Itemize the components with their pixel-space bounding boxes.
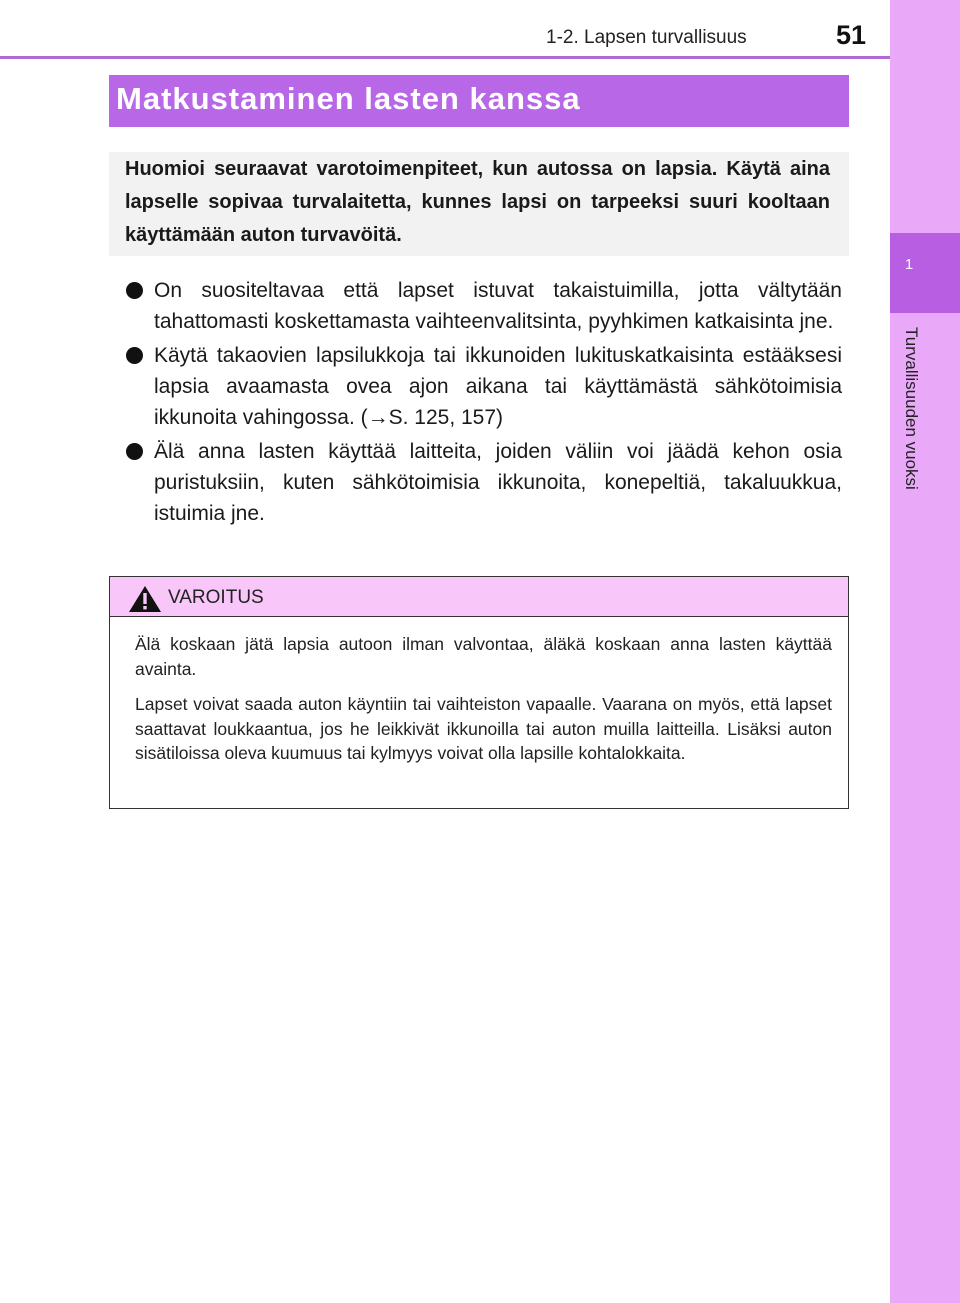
warning-triangle-icon bbox=[128, 585, 162, 613]
page-number: 51 bbox=[836, 20, 867, 50]
warning-paragraph: Älä koskaan jätä lapsia autoon ilman valvontaa, äläkä koskaan anna lasten käyttää avainta. bbox=[135, 634, 832, 679]
bullet-dot-icon bbox=[126, 347, 143, 364]
list-item-text: Älä anna lasten käyttää laitteita, joiden väliin voi jäädä kehon osia puristuksiin, kuten sähkötoimisia ikkunoita, konepeltiä, takaluukkua, istuimia jne. bbox=[154, 440, 842, 525]
warning-header bbox=[110, 577, 848, 617]
chapter-sidebar bbox=[890, 0, 960, 1303]
warning-paragraph: Lapset voivat saada auton käyntiin tai vaihteiston vapaalle. Vaarana on myös, että lapset saattavat loukkaantua, jos he leikkivät ikkunoilla tai auton muilla laitteilla. Lisäksi auton sisätiloissa oleva kuumuus tai kylmyys voivat olla lapsille kohtalokkaita. bbox=[135, 694, 832, 763]
list-item-text: Käytä takaovien lapsilukkoja tai ikkunoiden lukituskatkaisinta estääksesi lapsia avaamasta ovea ajon aikana tai käyttämästä sähkötoimisia ikkunoita vahingossa. (→S. 125, 157) bbox=[154, 344, 842, 429]
chapter-label: Turvallisuuden vuoksi bbox=[902, 327, 921, 490]
bullet-dot-icon bbox=[126, 443, 143, 460]
warning-box bbox=[109, 576, 849, 809]
header-divider bbox=[0, 56, 890, 59]
list-item bbox=[126, 340, 842, 433]
list-item bbox=[126, 436, 842, 529]
bullet-dot-icon bbox=[126, 282, 143, 299]
warning-body bbox=[135, 632, 832, 777]
section-title: Matkustaminen lasten kanssa bbox=[116, 81, 581, 116]
list-item bbox=[126, 275, 842, 337]
warning-label: VAROITUS bbox=[168, 587, 264, 608]
precaution-list bbox=[126, 275, 842, 532]
intro-text: Huomioi seuraavat varotoimenpiteet, kun autossa on lapsia. Käytä aina lapselle sopivaa turvalaitetta, kunnes lapsi on tarpeeksi suuri kooltaan käyttämään auton turvavöitä. bbox=[125, 158, 830, 246]
running-header-section: 1-2. Lapsen turvallisuus bbox=[546, 27, 747, 48]
chapter-number: 1 bbox=[904, 256, 914, 273]
list-item-text: On suositeltavaa että lapset istuvat takaistuimilla, jotta vältytään tahattomasti koskettamasta vaihteenvalitsinta, pyyhkimen katkaisinta jne. bbox=[154, 279, 842, 333]
chapter-tab bbox=[890, 233, 960, 313]
